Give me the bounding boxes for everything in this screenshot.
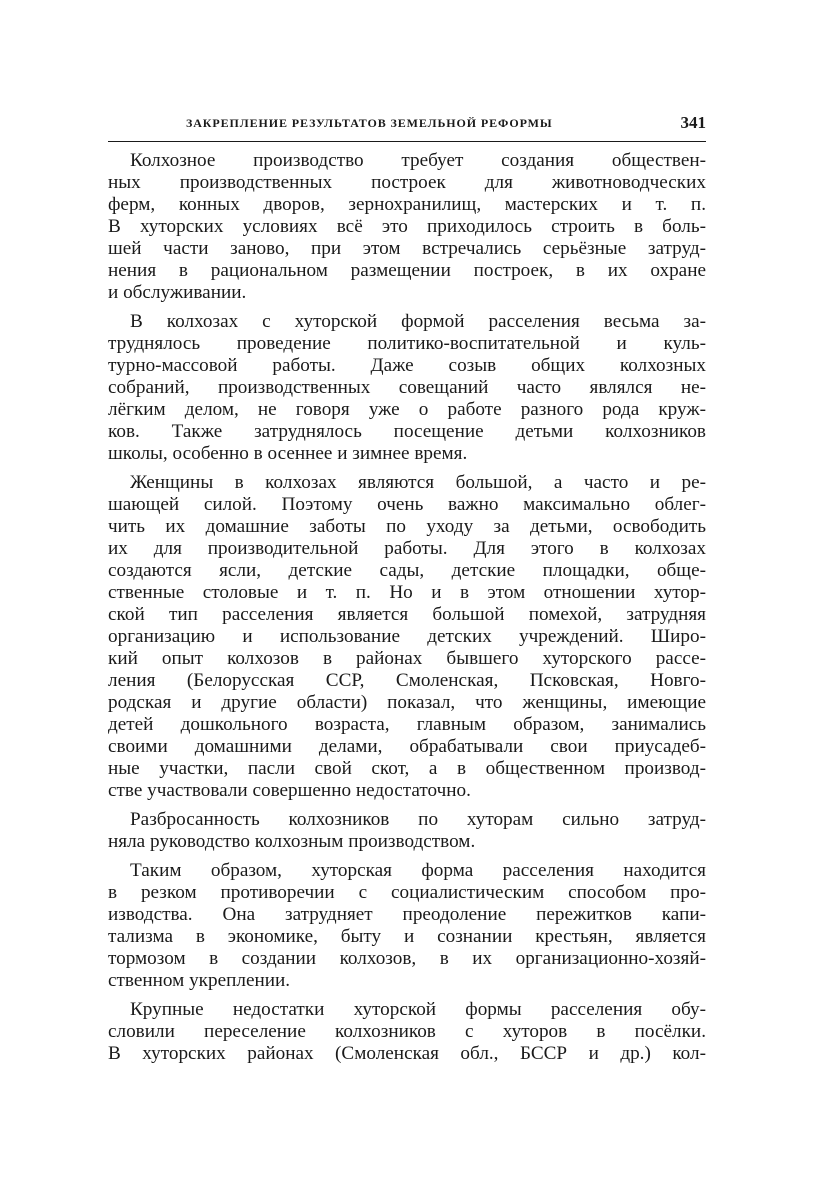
text-line: своими домашними делами, обрабатывали свои приусадеб- [108, 736, 706, 757]
text-line: ственные столовые и т. п. Но и в этом отношении хутор- [108, 582, 706, 603]
paragraph-gap [108, 304, 706, 311]
text-line: няла руководство колхозным производством. [108, 831, 476, 852]
text-line: школы, особенно в осеннее и зимнее время. [108, 443, 468, 464]
page-header [108, 113, 706, 138]
text-line: шающей силой. Поэтому очень важно максимально облег- [108, 494, 706, 515]
text-line: изводства. Она затрудняет преодоление пережитков капи- [108, 904, 706, 925]
text-line: и обслуживании. [108, 282, 247, 303]
text-line: словили переселение колхозников с хуторов в посёлки. [108, 1021, 706, 1042]
text-line: детей дошкольного возраста, главным образом, занимались [108, 714, 706, 735]
body-text [108, 150, 706, 1065]
paragraph-gap [108, 992, 706, 999]
text-line: Таким образом, хуторская форма расселения находится [130, 860, 706, 881]
text-line: ные участки, пасли свой скот, а в общественном производ- [108, 758, 706, 779]
text-line: родская и другие области) показал, что женщины, имеющие [108, 692, 706, 713]
paragraph [108, 472, 706, 802]
text-line: В хуторских районах (Смоленская обл., БССР и др.) кол- [108, 1043, 706, 1064]
text-line: нения в рациональном размещении построек, в их охране [108, 260, 706, 281]
text-line: их для производительной работы. Для этого в колхозах [108, 538, 706, 559]
page-number: 341 [680, 113, 706, 132]
paragraph [108, 860, 706, 992]
text-line: тормозом в создании колхозов, в их организационно-хозяй- [108, 948, 706, 969]
text-line: ской тип расселения является большой помехой, затрудняя [108, 604, 706, 625]
text-line: создаются ясли, детские сады, детские площадки, обще- [108, 560, 706, 581]
text-line: стве участвовали совершенно недостаточно. [108, 780, 471, 801]
text-line: собраний, производственных совещаний часто являлся не- [108, 377, 706, 398]
text-line: ления (Белорусская ССР, Смоленская, Псковская, Новго- [108, 670, 706, 691]
running-title: ЗАКРЕПЛЕНИЕ РЕЗУЛЬТАТОВ ЗЕМЕЛЬНОЙ РЕФОРМЫ [186, 116, 553, 130]
text-line: чить их домашние заботы по уходу за детьми, освободить [108, 516, 706, 537]
text-line: организацию и использование детских учреждений. Широ- [108, 626, 706, 647]
paragraph [108, 150, 706, 304]
text-line: тализма в экономике, быту и сознании крестьян, является [108, 926, 706, 947]
paragraph-gap [108, 802, 706, 809]
text-line: В хуторских условиях всё это приходилось строить в боль- [108, 216, 706, 237]
text-line: ственном укреплении. [108, 970, 291, 991]
text-line: Колхозное производство требует создания обществен- [130, 150, 706, 171]
paragraph-gap [108, 853, 706, 860]
text-line: Женщины в колхозах являются большой, а часто и ре- [130, 472, 706, 493]
paragraph [108, 311, 706, 465]
text-line: лёгким делом, не говоря уже о работе разного рода круж- [108, 399, 706, 420]
text-line: кий опыт колхозов в районах бывшего хуторского рассе- [108, 648, 706, 669]
paragraph-gap [108, 465, 706, 472]
paragraph [108, 999, 706, 1065]
text-line: ков. Также затруднялось посещение детьми колхозников [108, 421, 706, 442]
text-line: В колхозах с хуторской формой расселения весьма за- [130, 311, 706, 332]
text-line: Разбросанность колхозников по хуторам сильно затруд- [130, 809, 706, 830]
text-line: труднялось проведение политико-воспитательной и куль- [108, 333, 706, 354]
text-line: в резком противоречии с социалистическим способом про- [108, 882, 706, 903]
header-rule [108, 141, 706, 142]
text-line: шей части заново, при этом встречались серьёзные затруд- [108, 238, 706, 259]
text-line: турно-массовой работы. Даже созыв общих колхозных [108, 355, 706, 376]
text-line: ных производственных построек для животноводческих [108, 172, 706, 193]
text-line: ферм, конных дворов, зернохранилищ, мастерских и т. п. [108, 194, 706, 215]
paragraph [108, 809, 706, 853]
text-line: Крупные недостатки хуторской формы расселения обу- [130, 999, 706, 1020]
